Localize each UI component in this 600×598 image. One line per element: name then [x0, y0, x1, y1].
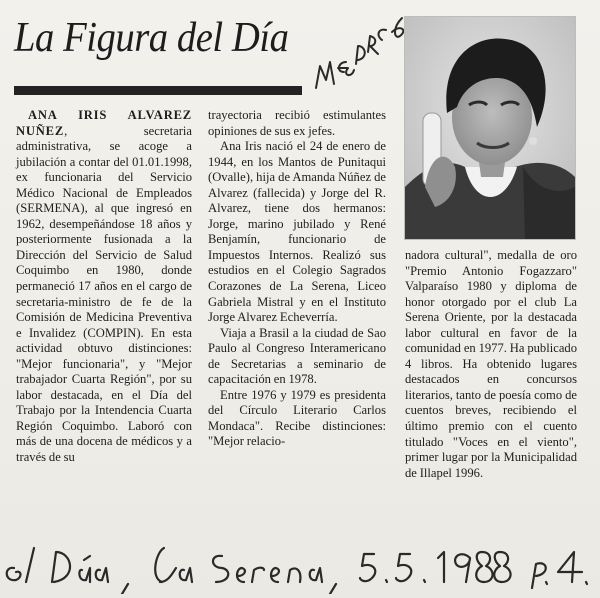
article-paragraph: Entre 1976 y 1979 es presidenta del Círculo Literario Carlos Mondaca". Recibe distinciones: "Mejor relacio- — [208, 387, 386, 449]
handwritten-scribble — [312, 6, 412, 92]
article-column-1 — [16, 108, 192, 466]
headline-rule — [14, 86, 302, 95]
article-paragraph: Viaja a Brasil a la ciudad de Sao Paulo al Congreso Interamericano de Secretarias a seminario de capacitación en 1978. — [208, 325, 386, 387]
headline: La Figura del Día — [14, 15, 289, 61]
article-paragraph: nadora cultural", medalla de oro "Premio Antonio Fogazzaro" Valparaíso 1980 y diploma de honor otorgado por el club La Serena Oriente, por la destacada labor cultural en favor de la comunidad en 1977. Ha publicado 4 libros. Ha obtenido lugares destacados en concursos literarios, tanto de poesía como de cuentos breves, recibiendo el último premio con el cuento titulado "Voces en el viento", primer lugar por la Municipalidad de Illapel 1996. — [405, 248, 577, 480]
handwritten-source-note — [0, 538, 600, 594]
article-paragraph: Ana Iris nació el 24 de enero de 1944, en los Mantos de Punitaqui (Ovalle), hija de Amanda Núñez de Alvarez (fallecida) y Jorge del R. Alvarez, tiene dos hermanos: Jorge, marino jubilado y René Benjamín, funcionario de Impuestos Internos. Realizó sus estudios en el Colegio Sagrados Corazones de La Serena, Liceo Gabriela Mistral y en el Instituto Jorge Alvarez Echeverría. — [208, 139, 386, 325]
article-paragraph: trayectoria recibió estimulantes opiniones de sus ex jefes. — [208, 108, 386, 138]
article-column-2 — [208, 108, 386, 450]
article-column-3 — [405, 248, 577, 481]
portrait-photo — [404, 16, 576, 240]
article-paragraph: , secretaria administrativa, se acoge a jubilación a contar del 01.01.1998, ex funcionaria del Servicio Médico Nacional de Empleados (SERMENA), al que ingresó en 1962, desempeñándose 18 años y posteriormente fusionada a la Dirección del Servicio de Salud Coquimbo en 1980, donde permaneció 17 años en el cargo de secretaria-ministro de fe de la Comisión de Medicina Preventiva e Invalidez (COMPIN). En esta actividad obtuvo distinciones: "Mejor funcionaria", y "Mejor trabajador Cuarta Región", por su labor destacada, en el Día del Trabajo por la Intendencia Cuarta Región Coquimbo. Laboró con más de una docena de médicos y a través de su — [16, 123, 192, 465]
byline-name: ANA IRIS ALVAREZ NUÑEZ — [16, 108, 192, 138]
